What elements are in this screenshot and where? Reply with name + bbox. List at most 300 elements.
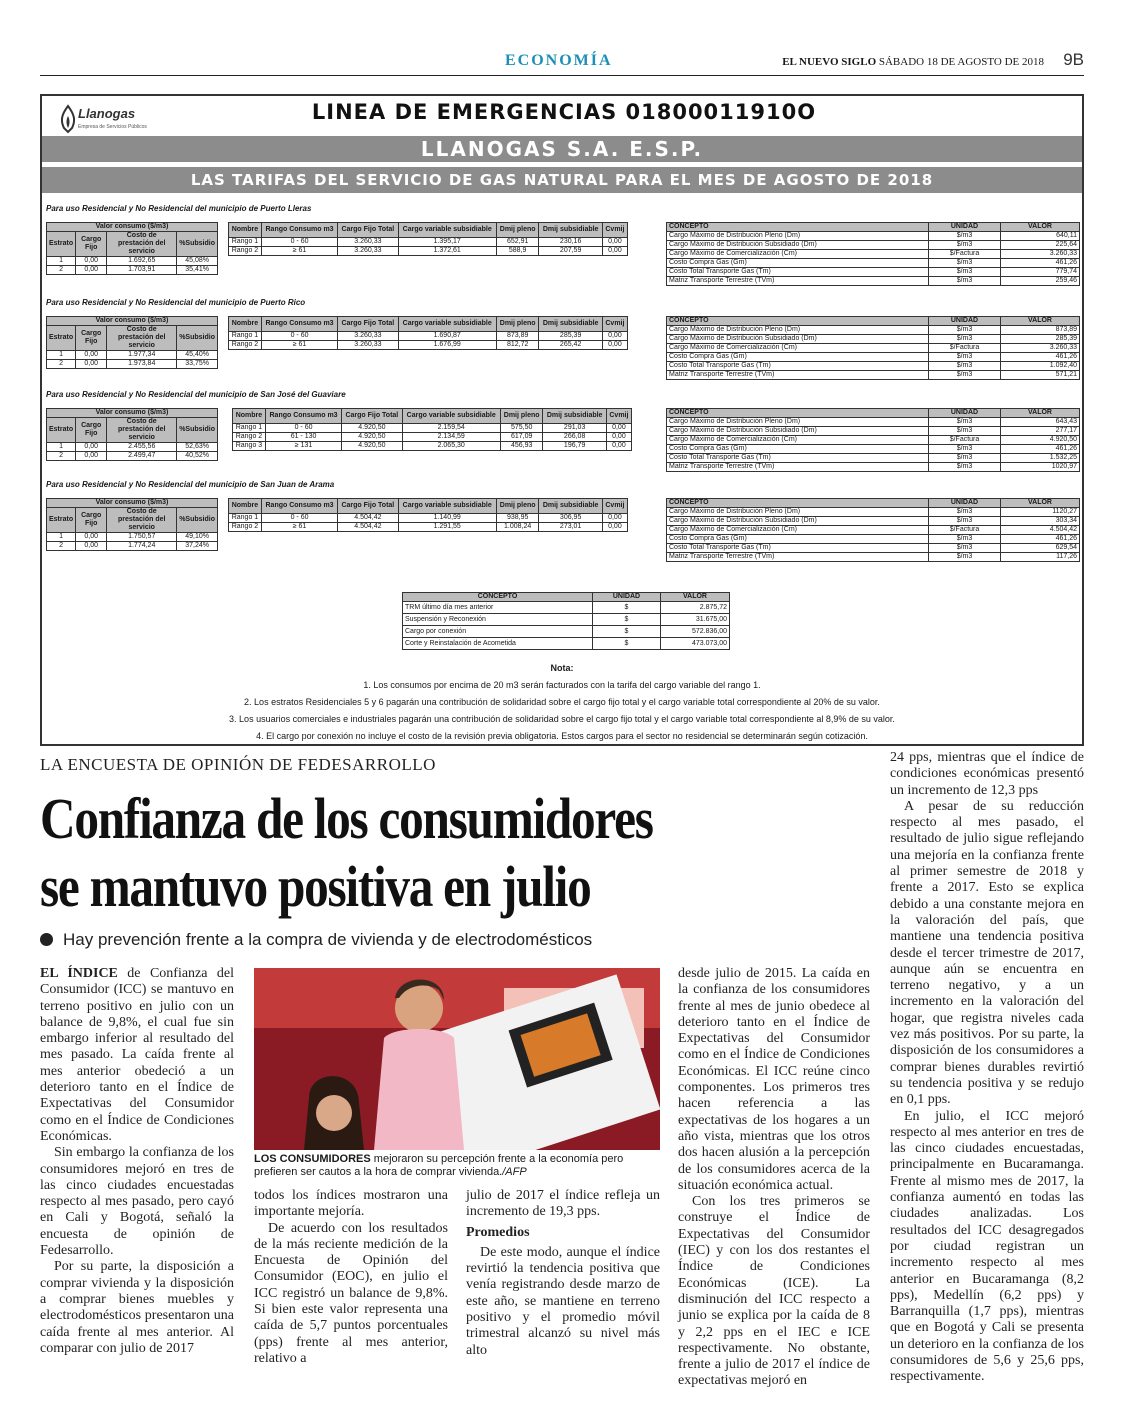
- table-cell: 779,74: [1001, 268, 1080, 277]
- table-cell: Cargo Máximo de Comercialización (Cm): [667, 250, 929, 259]
- table-row: [667, 362, 1080, 371]
- table-cell: 640,11: [1001, 232, 1080, 241]
- table-row: [667, 232, 1080, 241]
- table-row: [47, 360, 218, 369]
- col-header: Cargo Fijo: [76, 418, 107, 443]
- table-cell: 0,00: [602, 514, 627, 523]
- table-cell: $/m3: [929, 463, 1001, 472]
- table-row: [667, 277, 1080, 286]
- table-cell: Matriz Transporte Terrestre (TVm): [667, 463, 929, 472]
- table-row: [233, 424, 632, 433]
- paragraph: julio de 2017 el índice refleja un incremento de 19,3 pps.: [466, 1188, 660, 1220]
- table-cell: 571,21: [1001, 371, 1080, 380]
- table-cell: 52,63%: [177, 443, 218, 452]
- col-header: Valor consumo ($/m3): [47, 317, 218, 326]
- col-header: Estrato: [47, 508, 76, 533]
- table-cell: $/m3: [929, 259, 1001, 268]
- table-cell: 3.260,33: [1001, 344, 1080, 353]
- table-cell: 3.260,33: [338, 341, 398, 350]
- table-cell: Rango 3: [233, 442, 266, 451]
- col-header: Dmij pleno: [500, 409, 543, 424]
- table-row: [667, 427, 1080, 436]
- table-cell: 61 - 130: [265, 433, 341, 442]
- table-row: [667, 268, 1080, 277]
- consumo-table: [46, 316, 218, 369]
- table-cell: $/m3: [929, 535, 1001, 544]
- table-cell: $/m3: [929, 362, 1001, 371]
- table-row: [47, 266, 218, 275]
- article-column-4: [678, 966, 870, 1390]
- table-cell: 2: [47, 452, 76, 461]
- table-cell: 2.455,56: [107, 443, 177, 452]
- table-cell: 4.920,50: [342, 424, 402, 433]
- paragraph: [40, 966, 234, 1145]
- table-row: [229, 238, 628, 247]
- table-cell: $/Factura: [929, 250, 1001, 259]
- table-row: [403, 602, 730, 614]
- table-row: [233, 442, 632, 451]
- subhead-text: Hay prevención frente a la compra de vivienda y de electrodomésticos: [63, 930, 593, 949]
- col-header: VALOR: [1001, 317, 1080, 326]
- table-cell: 0,00: [602, 523, 627, 532]
- table-cell: Costo Compra Gas (Gm): [667, 259, 929, 268]
- col-header: Cargo Fijo Total: [338, 499, 398, 514]
- col-header: Rango Consumo m3: [261, 223, 337, 238]
- table-row: [667, 508, 1080, 517]
- table-cell: Rango 2: [233, 433, 266, 442]
- table-cell: $/m3: [929, 335, 1001, 344]
- col-header: Costo de prestación del servicio: [107, 508, 177, 533]
- notes-title: Nota:: [550, 663, 574, 673]
- col-header: %Subsidio: [177, 326, 218, 351]
- table-cell: Matriz Transporte Terrestre (TVm): [667, 277, 929, 286]
- table-cell: $/m3: [929, 517, 1001, 526]
- table-cell: 643,43: [1001, 418, 1080, 427]
- table-cell: ≥ 131: [265, 442, 341, 451]
- table-cell: 285,39: [539, 332, 602, 341]
- col-header: Valor consumo ($/m3): [47, 499, 218, 508]
- table-cell: Cargo Máximo de Comercialización (Cm): [667, 436, 929, 445]
- col-header: Costo de prestación del servicio: [107, 232, 177, 257]
- table-cell: 0,00: [602, 341, 627, 350]
- table-cell: 117,26: [1001, 553, 1080, 562]
- table-cell: Cargo Máximo de Distribución Subsidiado (Dm): [667, 517, 929, 526]
- table-cell: Cargo Máximo de Distribución Pleno (Dm): [667, 232, 929, 241]
- paragraph: 24 pps, mientras que el índice de condiciones económicas presentó un incremento de 12,3 pps: [890, 750, 1084, 798]
- rangos-table: [232, 408, 632, 451]
- col-header: Dmij subsidiable: [539, 499, 602, 514]
- table-row: [47, 443, 218, 452]
- section-subhead: Promedios: [466, 1224, 530, 1240]
- page-header: [40, 50, 1084, 76]
- table-cell: 1.774,24: [107, 542, 177, 551]
- table-cell: Rango 1: [229, 238, 262, 247]
- table-cell: 45,40%: [177, 351, 218, 360]
- col-header: Cargo Fijo: [76, 326, 107, 351]
- col-header: Cargo Fijo: [76, 232, 107, 257]
- col-header: Cargo Fijo Total: [342, 409, 402, 424]
- col-header: VALOR: [1001, 409, 1080, 418]
- table-cell: Matriz Transporte Terrestre (TVm): [667, 371, 929, 380]
- table-cell: $/m3: [929, 353, 1001, 362]
- article-photo: [254, 968, 660, 1150]
- table-cell: 1.977,34: [107, 351, 177, 360]
- article-column-5: [890, 750, 1084, 1386]
- col-header: VALOR: [661, 593, 730, 602]
- table-cell: $/m3: [929, 371, 1001, 380]
- table-cell: 4.504,42: [338, 514, 398, 523]
- table-cell: 2: [47, 266, 76, 275]
- article-column-2: [254, 1188, 448, 1367]
- caption-lead: LOS CONSUMIDORES: [254, 1153, 371, 1165]
- col-header: Valor consumo ($/m3): [47, 223, 218, 232]
- table-cell: 0,00: [76, 542, 107, 551]
- table-cell: 273,01: [539, 523, 602, 532]
- paragraph: A pesar de su reducción respecto al mes pasado, el resultado de julio sigue reflejando una mejoría en la confianza frente al primer semestre de 2018 y frente a 2017. Esto se explica debido a una constante mejora en la valoración del país, que mantiene una tendencia positiva desde el tercer trimestre de 2017, aunque aún se encuentra en terreno negativo, y a un incremento en la valoración del hogar, que registra niveles cada vez más positivos. Por su parte, la disposición de los consumidores a comprar bienes durables revirtió su tendencia positiva y se redujo en 0,1 pps.: [890, 798, 1084, 1108]
- note-item: 1. Los consumos por encima de 20 m3 serán facturados con la tarifa del cargo variable del rango 1.: [363, 680, 761, 690]
- municipality-title: Para uso Residencial y No Residencial del municipio de Puerto Lleras: [46, 204, 312, 213]
- table-row: [667, 544, 1080, 553]
- table-cell: 1020,97: [1001, 463, 1080, 472]
- table-cell: 3.260,33: [338, 332, 398, 341]
- table-cell: 0,00: [76, 257, 107, 266]
- table-cell: $/Factura: [929, 344, 1001, 353]
- table-cell: $/m3: [929, 445, 1001, 454]
- table-cell: $/m3: [929, 277, 1001, 286]
- col-header: Estrato: [47, 232, 76, 257]
- table-cell: 456,93: [500, 442, 543, 451]
- rangos-table: [228, 222, 628, 256]
- table-cell: 1.532,25: [1001, 454, 1080, 463]
- concepto-table: [666, 498, 1080, 562]
- table-cell: 4.504,42: [1001, 526, 1080, 535]
- col-header: Cargo variable subsidiable: [402, 409, 500, 424]
- headline-line: Confianza de los consumidores: [40, 786, 653, 851]
- table-cell: 4.920,50: [342, 433, 402, 442]
- concepto-table: [666, 408, 1080, 472]
- table-cell: $/m3: [929, 268, 1001, 277]
- article-kicker: LA ENCUESTA DE OPINIÓN DE FEDESARROLLO: [40, 755, 436, 774]
- col-header: Cvmij: [602, 499, 627, 514]
- caption-text: mejoraron su percepción frente a la economía pero prefieren ser cautos a la hora de comprar vivienda.: [254, 1153, 624, 1178]
- col-header: Estrato: [47, 418, 76, 443]
- table-cell: Costo Compra Gas (Gm): [667, 445, 929, 454]
- table-cell: $/Factura: [929, 436, 1001, 445]
- table-row: [233, 433, 632, 442]
- table-cell: 4.920,50: [342, 442, 402, 451]
- table-cell: Cargo Máximo de Distribución Pleno (Dm): [667, 418, 929, 427]
- consumo-table: [46, 408, 218, 461]
- table-cell: 2.134,59: [402, 433, 500, 442]
- table-row: [403, 638, 730, 650]
- table-cell: 873,89: [496, 332, 539, 341]
- col-header: CONCEPTO: [403, 593, 593, 602]
- col-header: Cargo variable subsidiable: [398, 499, 496, 514]
- table-row: [667, 517, 1080, 526]
- col-header: CONCEPTO: [667, 409, 929, 418]
- consumo-table: [46, 498, 218, 551]
- tariff-title-bar: LAS TARIFAS DEL SERVICIO DE GAS NATURAL PARA EL MES DE AGOSTO DE 2018: [42, 167, 1082, 193]
- table-cell: 285,39: [1001, 335, 1080, 344]
- col-header: Estrato: [47, 326, 76, 351]
- col-header: CONCEPTO: [667, 499, 929, 508]
- col-header: VALOR: [1001, 223, 1080, 232]
- table-cell: 0,00: [76, 351, 107, 360]
- emergency-line: LINEA DE EMERGENCIAS 01800011910O: [311, 100, 817, 124]
- col-header: Valor consumo ($/m3): [47, 409, 218, 418]
- paragraph: En julio, el ICC mejoró respecto al mes anterior en tres de las cinco ciudades encuestadas, principalmente en Bucaramanga. Frente al mismo mes de 2017, la confianza aumentó en todas las ciudades analizadas. Los resultados del ICC desagregados por ciudad registran un incremento respecto al mes anterior en Bucaramanga (8,2 pps), Medellín (6,2 pps) y Barranquilla (1,7 pps), mientras que en Bogotá y Cali se presenta un deterioro en la confianza de los consumidores de 5,6 y 25,6 pps, respectivamente.: [890, 1108, 1084, 1385]
- table-cell: 0,00: [602, 238, 627, 247]
- col-header: Cargo Fijo Total: [338, 317, 398, 332]
- col-header: UNIDAD: [929, 409, 1001, 418]
- table-cell: 0,00: [602, 247, 627, 256]
- table-cell: 3.260,33: [338, 247, 398, 256]
- article-subhead: [40, 930, 592, 950]
- table-cell: 2: [47, 542, 76, 551]
- col-header: Rango Consumo m3: [261, 317, 337, 332]
- table-cell: Costo Total Transporte Gas (Tm): [667, 544, 929, 553]
- col-header: Cargo variable subsidiable: [398, 317, 496, 332]
- photo-caption: [254, 1153, 660, 1179]
- table-cell: 1.372,61: [398, 247, 496, 256]
- table-cell: Costo Total Transporte Gas (Tm): [667, 362, 929, 371]
- table-cell: Cargo Máximo de Distribución Pleno (Dm): [667, 508, 929, 517]
- municipality-title: Para uso Residencial y No Residencial del municipio de San Juan de Arama: [46, 480, 335, 489]
- table-cell: 629,54: [1001, 544, 1080, 553]
- table-cell: $/Factura: [929, 526, 1001, 535]
- table-cell: 266,08: [543, 433, 606, 442]
- table-cell: 461,26: [1001, 445, 1080, 454]
- col-header: Costo de prestación del servicio: [107, 326, 177, 351]
- table-cell: Rango 2: [229, 341, 262, 350]
- table-cell: 1: [47, 533, 76, 542]
- table-cell: 0,00: [606, 424, 631, 433]
- col-header: %Subsidio: [177, 418, 218, 443]
- col-header: UNIDAD: [929, 499, 1001, 508]
- table-cell: 0,00: [76, 533, 107, 542]
- table-cell: $/m3: [929, 508, 1001, 517]
- table-row: [667, 445, 1080, 454]
- table-row: [229, 247, 628, 256]
- table-cell: 37,24%: [177, 542, 218, 551]
- col-header: Rango Consumo m3: [265, 409, 341, 424]
- table-row: [667, 344, 1080, 353]
- paragraph: desde julio de 2015. La caída en la confianza de los consumidores frente al mes de junio obedece al deterioro tanto en el Índice de Expectativas del Consumidor como en el Índice de Condiciones Económicas. El ICC reúne cinco componentes. Los primeros tres hacen referencia a las expectativas de los hogares a un año vista, mientras que los otros dos hacen alusión a la percepción de los consumidores acerca de la situación económica actual.: [678, 966, 870, 1193]
- table-cell: $/m3: [929, 427, 1001, 436]
- table-cell: 196,79: [543, 442, 606, 451]
- table-cell: 0,00: [76, 452, 107, 461]
- table-cell: 3.260,33: [1001, 250, 1080, 259]
- consumo-table: [46, 222, 218, 275]
- table-cell: 461,26: [1001, 259, 1080, 268]
- table-row: [667, 418, 1080, 427]
- notes: [42, 660, 1082, 745]
- table-cell: $: [593, 602, 661, 614]
- table-cell: 617,09: [500, 433, 543, 442]
- col-header: Cargo Fijo Total: [338, 223, 398, 238]
- table-cell: Rango 1: [229, 514, 262, 523]
- table-cell: Costo Compra Gas (Gm): [667, 353, 929, 362]
- table-cell: TRM último día mes anterior: [403, 602, 593, 614]
- table-cell: 572.836,00: [661, 626, 730, 638]
- table-cell: Matriz Transporte Terrestre (TVm): [667, 553, 929, 562]
- table-cell: 0 - 60: [261, 514, 337, 523]
- table-cell: 2.065,30: [402, 442, 500, 451]
- col-header: Cvmij: [606, 409, 631, 424]
- table-cell: $/m3: [929, 232, 1001, 241]
- table-cell: Rango 1: [229, 332, 262, 341]
- table-cell: 0,00: [606, 433, 631, 442]
- col-header: UNIDAD: [929, 223, 1001, 232]
- table-cell: 0,00: [606, 442, 631, 451]
- table-cell: $: [593, 638, 661, 650]
- table-cell: 230,16: [539, 238, 602, 247]
- table-cell: 306,95: [539, 514, 602, 523]
- table-row: [47, 542, 218, 551]
- municipality-title: Para uso Residencial y No Residencial del municipio de San José del Guaviare: [46, 390, 346, 399]
- table-cell: Rango 2: [229, 523, 262, 532]
- col-header: Dmij pleno: [496, 499, 539, 514]
- table-cell: $: [593, 614, 661, 626]
- table-cell: 1.291,55: [398, 523, 496, 532]
- table-cell: ≥ 61: [261, 341, 337, 350]
- table-cell: 812,72: [496, 341, 539, 350]
- col-header: Cvmij: [602, 223, 627, 238]
- col-header: Costo de prestación del servicio: [107, 418, 177, 443]
- table-cell: 652,91: [496, 238, 539, 247]
- table-row: [667, 454, 1080, 463]
- table-cell: $/m3: [929, 418, 1001, 427]
- table-row: [667, 259, 1080, 268]
- table-row: [229, 514, 628, 523]
- table-cell: 575,50: [500, 424, 543, 433]
- concepto-table: [666, 316, 1080, 380]
- col-header: Dmij pleno: [496, 317, 539, 332]
- table-cell: 4.920,50: [1001, 436, 1080, 445]
- table-row: [229, 523, 628, 532]
- col-header: CONCEPTO: [667, 317, 929, 326]
- masthead-date: [782, 56, 1044, 68]
- photo-credit: /AFP: [502, 1166, 527, 1178]
- company-bar: LLANOGAS S.A. E.S.P.: [42, 136, 1082, 162]
- table-cell: 0,00: [76, 266, 107, 275]
- col-header: Dmij subsidiable: [539, 317, 602, 332]
- article-column-1: [40, 966, 234, 1357]
- table-row: [667, 241, 1080, 250]
- table-row: [667, 326, 1080, 335]
- table-cell: 3.260,33: [338, 238, 398, 247]
- table-cell: 1.092,40: [1001, 362, 1080, 371]
- table-cell: 1: [47, 257, 76, 266]
- col-header: Nombre: [233, 409, 266, 424]
- paragraph: De este modo, aunque el índice revirtió la tendencia positiva que venía registrando desde marzo de este año, se mantiene en terreno positivo y el promedio móvil trimestral alcanzó su nivel más alto: [466, 1244, 660, 1358]
- table-cell: Costo Total Transporte Gas (Tm): [667, 268, 929, 277]
- note-item: 4. El cargo por conexión no incluye el costo de la revisión previa obligatoria. Estos cargos para el sector no residencial se determinarán según cotización.: [256, 731, 868, 741]
- table-cell: Costo Total Transporte Gas (Tm): [667, 454, 929, 463]
- table-cell: 1.395,17: [398, 238, 496, 247]
- table-cell: 1.750,57: [107, 533, 177, 542]
- rangos-table: [228, 498, 628, 532]
- table-cell: Cargo Máximo de Comercialización (Cm): [667, 526, 929, 535]
- table-cell: 33,75%: [177, 360, 218, 369]
- col-header: CONCEPTO: [667, 223, 929, 232]
- municipality-title: Para uso Residencial y No Residencial del municipio de Puerto Rico: [46, 298, 306, 307]
- table-cell: Corte y Reinstalación de Acometida: [403, 638, 593, 650]
- table-cell: Rango 1: [233, 424, 266, 433]
- table-row: [667, 353, 1080, 362]
- table-cell: Cargo Máximo de Distribución Subsidiado (Dm): [667, 241, 929, 250]
- table-cell: 1.703,91: [107, 266, 177, 275]
- col-header: Nombre: [229, 499, 262, 514]
- table-cell: $/m3: [929, 241, 1001, 250]
- table-cell: 1.973,84: [107, 360, 177, 369]
- issue-date: SÁBADO 18 DE AGOSTO DE 2018: [878, 56, 1044, 68]
- table-cell: 2.159,54: [402, 424, 500, 433]
- lead-word: EL ÍNDICE: [40, 966, 118, 981]
- table-cell: 873,89: [1001, 326, 1080, 335]
- table-cell: 303,34: [1001, 517, 1080, 526]
- table-cell: 2: [47, 360, 76, 369]
- table-cell: 265,42: [539, 341, 602, 350]
- table-cell: $/m3: [929, 326, 1001, 335]
- table-cell: 259,46: [1001, 277, 1080, 286]
- col-header: Rango Consumo m3: [261, 499, 337, 514]
- paragraph: todos los índices mostraron una importante mejoría.: [254, 1188, 448, 1220]
- table-row: [667, 526, 1080, 535]
- col-header: %Subsidio: [177, 232, 218, 257]
- table-cell: $/m3: [929, 544, 1001, 553]
- table-cell: 1120,27: [1001, 508, 1080, 517]
- table-cell: 0 - 60: [265, 424, 341, 433]
- article-column-3: [466, 1188, 660, 1359]
- table-cell: 49,10%: [177, 533, 218, 542]
- paragraph: Por su parte, la disposición a comprar vivienda y la disposición a comprar bienes muebles y electrodomésticos presentaron una caída frente al mes anterior. Al comparar con julio de 2017: [40, 1259, 234, 1356]
- table-cell: Cargo Máximo de Distribución Pleno (Dm): [667, 326, 929, 335]
- table-cell: 588,9: [496, 247, 539, 256]
- table-cell: 0,00: [602, 332, 627, 341]
- col-header: Dmij subsidiable: [543, 409, 606, 424]
- note-item: 2. Los estratos Residenciales 5 y 6 pagarán una contribución de solidaridad sobre el cargo fijo total y el cargo variable total correspondiente al 20% de su valor.: [244, 697, 880, 707]
- table-cell: 207,59: [539, 247, 602, 256]
- paper-name: EL NUEVO SIGLO: [782, 56, 877, 68]
- bullet-icon: [40, 933, 53, 946]
- table-row: [667, 436, 1080, 445]
- table-row: [667, 553, 1080, 562]
- col-header: Nombre: [229, 223, 262, 238]
- concepto-table: [666, 222, 1080, 286]
- table-cell: 461,26: [1001, 353, 1080, 362]
- table-cell: Cargo Máximo de Distribución Subsidiado (Dm): [667, 335, 929, 344]
- logo-name: Llanogas: [78, 106, 136, 121]
- table-row: [47, 351, 218, 360]
- table-row: [667, 463, 1080, 472]
- table-cell: 1: [47, 443, 76, 452]
- table-cell: 461,26: [1001, 535, 1080, 544]
- table-cell: 35,41%: [177, 266, 218, 275]
- table-cell: 1.008,24: [496, 523, 539, 532]
- table-row: [667, 335, 1080, 344]
- table-cell: 473.073,00: [661, 638, 730, 650]
- table-cell: $/m3: [929, 553, 1001, 562]
- col-header: VALOR: [1001, 499, 1080, 508]
- col-header: Dmij pleno: [496, 223, 539, 238]
- table-cell: Suspensión y Reconexión: [403, 614, 593, 626]
- table-cell: Costo Compra Gas (Gm): [667, 535, 929, 544]
- table-cell: 40,52%: [177, 452, 218, 461]
- col-header: UNIDAD: [929, 317, 1001, 326]
- table-cell: 2.875,72: [661, 602, 730, 614]
- table-row: [667, 371, 1080, 380]
